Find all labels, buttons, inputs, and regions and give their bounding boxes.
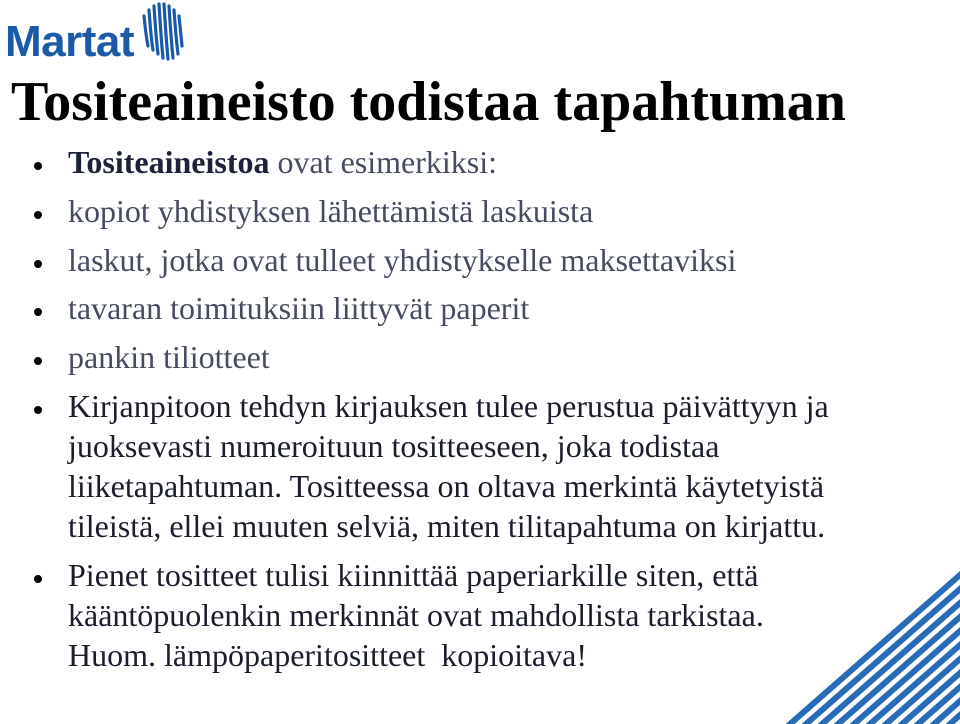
bullet-dot [34, 308, 42, 316]
bullet-line: tileistä, ellei muuten selviä, miten tilitapahtuma on kirjattu. [68, 507, 826, 544]
logo-stripe [154, 6, 158, 54]
logo-wordmark: Martat [5, 17, 135, 66]
bullet-line: tavaran toimituksiin liittyvät paperit [68, 290, 530, 327]
corner-stripes-decoration [780, 570, 960, 724]
bullet-emphasis: Tositeaineistoa [68, 144, 270, 180]
logo-stripe [169, 6, 173, 58]
bullet-dot [34, 406, 42, 414]
bullet-dot [34, 575, 42, 583]
bullet-item [0, 191, 960, 231]
bullet-line: Huom. lämpöpaperitositteet kopioitava! [68, 636, 587, 673]
logo-stripe [144, 16, 148, 46]
slide-title: Tositeaineisto todistaa tapahtuman [11, 71, 846, 133]
bullet-item [0, 240, 960, 280]
logo-stripe [164, 4, 168, 59]
bullet-line: laskut, jotka ovat tulleet yhdistykselle maksettaviksi [68, 241, 737, 278]
bullet-item [0, 386, 960, 546]
corner-stripe [786, 571, 960, 724]
bullet-dot [34, 162, 42, 170]
bullet-dot [34, 211, 42, 219]
bullet-line: kääntöpuolenkin merkinnät ovat mahdollista tarkistaa. [68, 596, 764, 633]
bullet-item [0, 288, 960, 328]
logo-stripe [149, 10, 153, 50]
bullet-text: ovat esimerkiksi: [277, 144, 498, 180]
bullet-line: Pienet tositteet tulisi kiinnittää paperiarkille siten, että [68, 556, 759, 593]
bullet-line: liiketapahtuman. Tositteessa on oltava merkintä käytetyistä [68, 467, 825, 504]
martat-figure-icon [138, 0, 186, 62]
bullet-dot [34, 357, 42, 365]
logo-stripe [179, 16, 182, 46]
bullet-dot [34, 260, 42, 268]
bullet-line: kopiot yhdistyksen lähettämistä laskuista [68, 192, 594, 229]
bullet-item [0, 337, 960, 377]
bullet-line: Kirjanpitoon tehdyn kirjauksen tulee perustua päivättyyn ja [68, 387, 829, 424]
bullet-line [68, 142, 960, 182]
logo-stripe [174, 10, 178, 54]
bullet-item [0, 142, 960, 182]
logo-stripe [159, 4, 163, 58]
bullet-line: pankin tiliotteet [68, 339, 270, 376]
bullet-line: juoksevasti numeroituun tositteeseen, joka todistaa [68, 427, 720, 464]
